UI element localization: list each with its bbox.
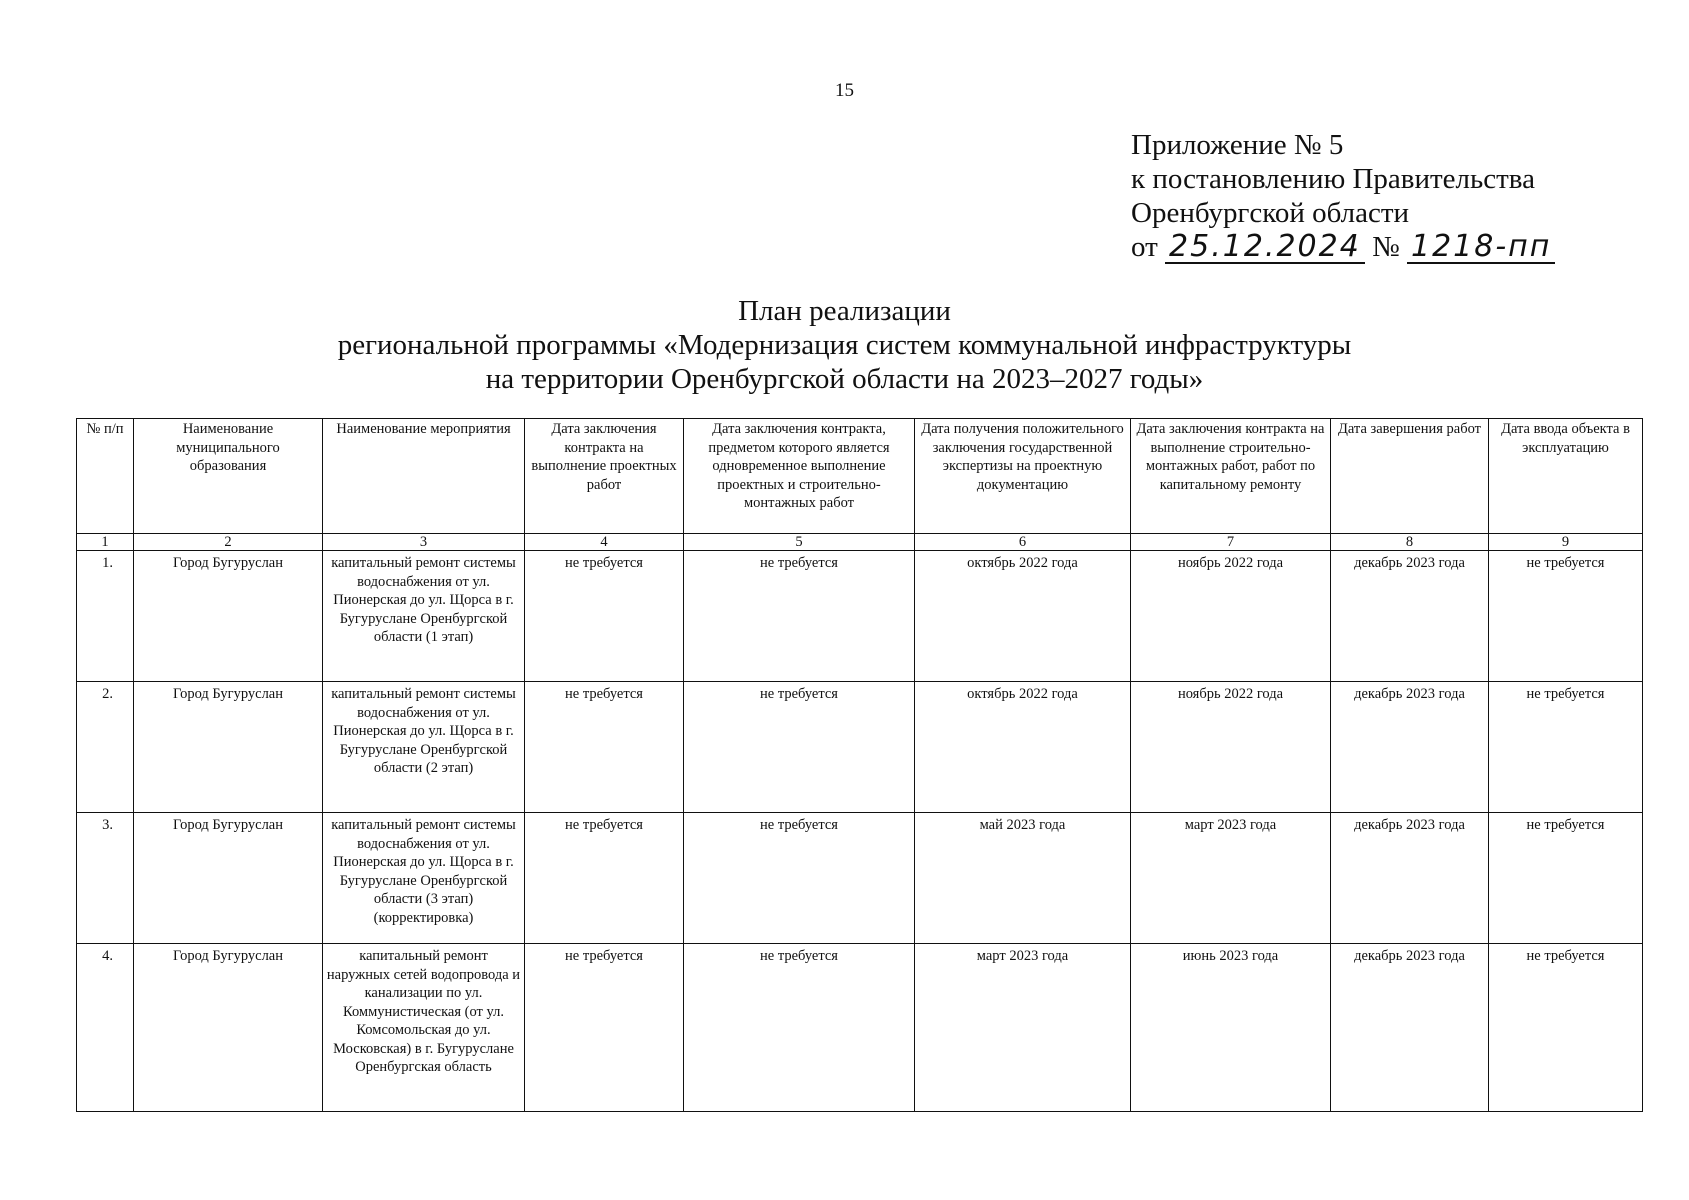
row-number: 4. [77, 944, 134, 1112]
header-cell: Дата заключения контракта на выполнение проектных работ [525, 419, 684, 534]
column-number: 1 [77, 534, 134, 551]
column-number: 4 [525, 534, 684, 551]
design-contract-date-cell: не требуется [525, 551, 684, 682]
header-cell: Наименование муниципального образования [134, 419, 323, 534]
title-line-3: на территории Оренбургской области на 2023–2027 годы» [485, 363, 1204, 395]
construction-contract-date-cell: ноябрь 2022 года [1131, 682, 1331, 813]
completion-date-cell: декабрь 2023 года [1331, 944, 1489, 1112]
expertise-date-cell: май 2023 года [915, 813, 1131, 944]
design-contract-date-cell: не требуется [525, 682, 684, 813]
column-number: 6 [915, 534, 1131, 551]
design-contract-date-cell: не требуется [525, 944, 684, 1112]
header-cell: № п/п [77, 419, 134, 534]
header-cell: Дата ввода объекта в эксплуатацию [1489, 419, 1643, 534]
number-label: № [1372, 231, 1400, 263]
table-row [77, 682, 1643, 813]
construction-contract-date-cell: март 2023 года [1131, 813, 1331, 944]
title-line-2: региональной программы «Модернизация систем коммунальной инфраструктуры [337, 329, 1352, 361]
municipality-cell: Город Бугуруслан [134, 813, 323, 944]
construction-contract-date-cell: ноябрь 2022 года [1131, 551, 1331, 682]
combined-contract-date-cell: не требуется [684, 551, 915, 682]
completion-date-cell: декабрь 2023 года [1331, 682, 1489, 813]
column-number-row [77, 534, 1643, 551]
column-number: 9 [1489, 534, 1643, 551]
appendix-block [1131, 128, 1555, 264]
row-number: 3. [77, 813, 134, 944]
page-number: 15 [835, 80, 854, 101]
table-row [77, 813, 1643, 944]
header-cell: Дата заключения контракта на выполнение строительно-монтажных работ, работ по капитальному ремонту [1131, 419, 1331, 534]
commissioning-date-cell: не требуется [1489, 944, 1643, 1112]
implementation-plan-table [76, 418, 1643, 1112]
design-contract-date-cell: не требуется [525, 813, 684, 944]
completion-date-cell: декабрь 2023 года [1331, 813, 1489, 944]
header-cell: Наименование мероприятия [323, 419, 525, 534]
measure-cell: капитальный ремонт системы водоснабжения от ул. Пионерская до ул. Щорса в г. Бугуруслане Оренбургской области (2 этап) [323, 682, 525, 813]
combined-contract-date-cell: не требуется [684, 813, 915, 944]
measure-cell: капитальный ремонт наружных сетей водопровода и канализации по ул. Коммунистическая (от ул. Комсомольская до ул. Московская) в г. Бугуруслане Оренбургская область [323, 944, 525, 1112]
appendix-line-4 [1131, 230, 1555, 264]
row-number: 1. [77, 551, 134, 682]
combined-contract-date-cell: не требуется [684, 944, 915, 1112]
table-row [77, 551, 1643, 682]
header-cell: Дата заключения контракта, предметом которого является одновременное выполнение проектных и строительно-монтажных работ [684, 419, 915, 534]
column-number: 3 [323, 534, 525, 551]
measure-cell: капитальный ремонт системы водоснабжения от ул. Пионерская до ул. Щорса в г. Бугуруслане Оренбургской области (3 этап) (корректировка) [323, 813, 525, 944]
header-cell: Дата получения положительного заключения государственной экспертизы на проектную документацию [915, 419, 1131, 534]
header-row [77, 419, 1643, 534]
construction-contract-date-cell: июнь 2023 года [1131, 944, 1331, 1112]
completion-date-cell: декабрь 2023 года [1331, 551, 1489, 682]
column-number: 2 [134, 534, 323, 551]
from-label: от [1131, 231, 1158, 263]
handwritten-date: 25.12.2024 [1165, 232, 1365, 264]
title-line-1: План реализации [738, 295, 951, 327]
appendix-line-1: Приложение № 5 [1131, 129, 1344, 161]
appendix-line-3: Оренбургской области [1131, 197, 1410, 229]
column-number: 8 [1331, 534, 1489, 551]
row-number: 2. [77, 682, 134, 813]
combined-contract-date-cell: не требуется [684, 682, 915, 813]
municipality-cell: Город Бугуруслан [134, 551, 323, 682]
measure-cell: капитальный ремонт системы водоснабжения от ул. Пионерская до ул. Щорса в г. Бугуруслане Оренбургской области (1 этап) [323, 551, 525, 682]
commissioning-date-cell: не требуется [1489, 813, 1643, 944]
municipality-cell: Город Бугуруслан [134, 682, 323, 813]
document-title [0, 294, 1689, 396]
commissioning-date-cell: не требуется [1489, 551, 1643, 682]
column-number: 5 [684, 534, 915, 551]
commissioning-date-cell: не требуется [1489, 682, 1643, 813]
header-cell: Дата завершения работ [1331, 419, 1489, 534]
handwritten-number: 1218-пп [1407, 232, 1555, 264]
column-number: 7 [1131, 534, 1331, 551]
municipality-cell: Город Бугуруслан [134, 944, 323, 1112]
expertise-date-cell: октябрь 2022 года [915, 682, 1131, 813]
expertise-date-cell: март 2023 года [915, 944, 1131, 1112]
table-row [77, 944, 1643, 1112]
expertise-date-cell: октябрь 2022 года [915, 551, 1131, 682]
appendix-line-2: к постановлению Правительства [1131, 163, 1535, 195]
